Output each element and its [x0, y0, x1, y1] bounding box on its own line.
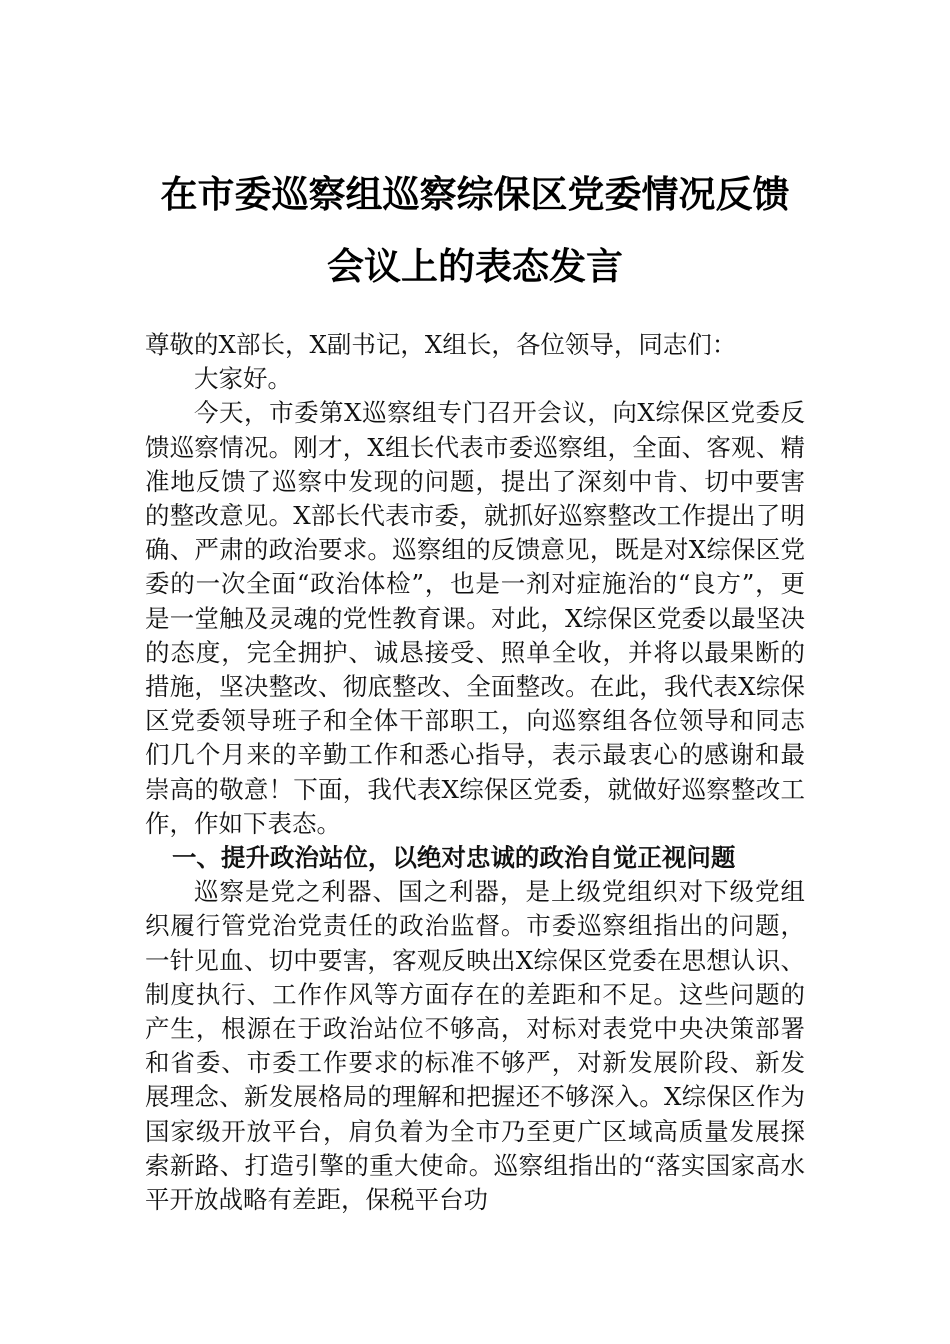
section-heading-1: 一、提升政治站位，以绝对忠诚的政治自觉正视问题 [171, 843, 736, 873]
document-title: 在市委巡察组巡察综保区党委情况反馈会议上的表态发言 [160, 172, 790, 288]
paragraph-section-1: 巡察是党之利器、国之利器，是上级党组织对下级党组织履行管党治党责任的政治监督。市委巡察组指出的问题，一针见血、切中要害，客观反映出X综保区党委在思想认识、制度执行、工作作风等方面存在的差距和不足。这些问题的产生，根源在于政治站位不够高，对标对表党中央决策部署和省委、市委工作要求的标准不够严，对新发展阶段、新发展理念、新发展格局的理解和把握还不够深入。X综保区作为国家级开放平台，肩负着为全市乃至更广区域高质量发展探索新路、打造引擎的重大使命。巡察组指出的“落实国家高水平开放战略有差距，保税平台功 [145, 877, 805, 1215]
document-body [145, 328, 805, 1217]
salutation: 尊敬的X部长，X副书记，X组长，各位领导，同志们： [145, 330, 737, 359]
paragraph-opening: 今天，市委第X巡察组专门召开会议，向X综保区党委反馈巡察情况。刚才，X组长代表市委巡察组，全面、客观、精准地反馈了巡察中发现的问题，提出了深刻中肯、切中要害的整改意见。X部长代表市委，就抓好巡察整改工作提出了明确、严肃的政治要求。巡察组的反馈意见，既是对X综保区党委的一次全面“政治体检”，也是一剂对症施治的“良方”，更是一堂触及灵魂的党性教育课。对此，X综保区党委以最坚决的态度，完全拥护、诚恳接受、照单全收，并将以最果断的措施，坚决整改、彻底整改、全面整改。在此，我代表X综保区党委领导班子和全体干部职工，向巡察组各位领导和同志们几个月来的辛勤工作和悉心指导，表示最衷心的感谢和最崇高的敬意！下面，我代表X综保区党委，就做好巡察整改工作，作如下表态。 [145, 398, 805, 838]
greeting: 大家好。 [194, 364, 292, 394]
